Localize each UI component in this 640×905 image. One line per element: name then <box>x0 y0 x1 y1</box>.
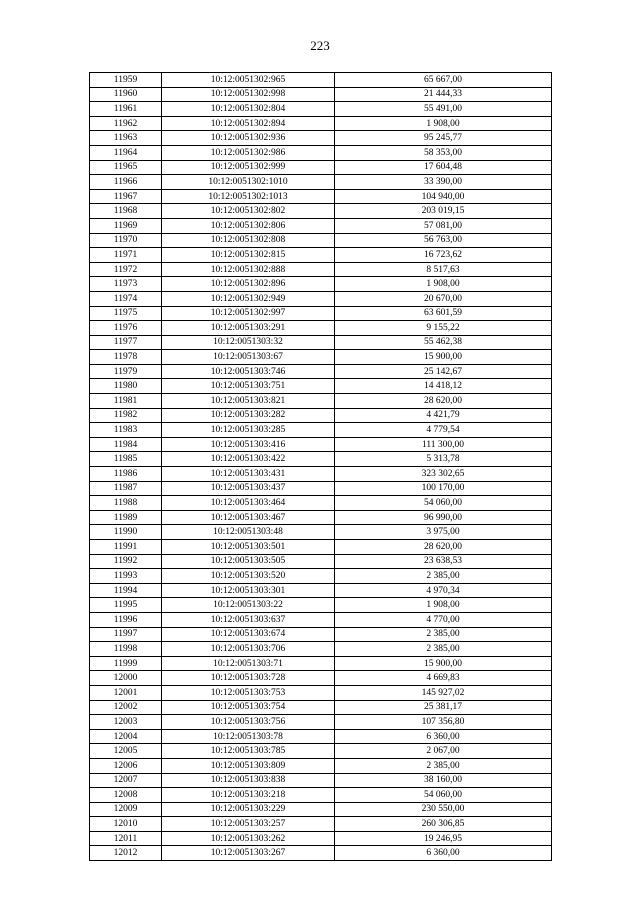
table-row <box>90 729 552 744</box>
cadastral-number-cell: 10:12:0051303:728 <box>162 671 335 686</box>
value-cell: 19 246,95 <box>335 831 552 846</box>
cadastral-number-cell: 10:12:0051303:674 <box>162 627 335 642</box>
row-number-cell: 12012 <box>90 846 162 861</box>
value-cell: 8 517,63 <box>335 262 552 277</box>
cadastral-number-cell: 10:12:0051303:218 <box>162 788 335 803</box>
value-cell: 65 667,00 <box>335 73 552 88</box>
value-cell: 25 381,17 <box>335 700 552 715</box>
table-row <box>90 831 552 846</box>
cadastral-number-cell: 10:12:0051303:753 <box>162 685 335 700</box>
cadastral-number-cell: 10:12:0051303:285 <box>162 423 335 438</box>
row-number-cell: 11959 <box>90 73 162 88</box>
data-table <box>89 72 552 861</box>
value-cell: 28 620,00 <box>335 394 552 409</box>
table-row <box>90 598 552 613</box>
cadastral-number-cell: 10:12:0051303:229 <box>162 802 335 817</box>
value-cell: 58 353,00 <box>335 145 552 160</box>
row-number-cell: 11976 <box>90 321 162 336</box>
row-number-cell: 11974 <box>90 291 162 306</box>
row-number-cell: 11979 <box>90 364 162 379</box>
row-number-cell: 11986 <box>90 467 162 482</box>
row-number-cell: 11984 <box>90 437 162 452</box>
row-number-cell: 11965 <box>90 160 162 175</box>
cadastral-number-cell: 10:12:0051302:936 <box>162 131 335 146</box>
table-row <box>90 379 552 394</box>
cadastral-number-cell: 10:12:0051303:71 <box>162 656 335 671</box>
value-cell: 33 390,00 <box>335 175 552 190</box>
table-row <box>90 73 552 88</box>
cadastral-number-cell: 10:12:0051303:505 <box>162 554 335 569</box>
table-row <box>90 802 552 817</box>
row-number-cell: 11975 <box>90 306 162 321</box>
cadastral-number-cell: 10:12:0051302:1010 <box>162 175 335 190</box>
value-cell: 4 779,54 <box>335 423 552 438</box>
value-cell: 20 670,00 <box>335 291 552 306</box>
cadastral-number-cell: 10:12:0051303:32 <box>162 335 335 350</box>
table-row <box>90 510 552 525</box>
row-number-cell: 12006 <box>90 758 162 773</box>
table-row <box>90 656 552 671</box>
value-cell: 54 060,00 <box>335 788 552 803</box>
table-row <box>90 277 552 292</box>
value-cell: 104 940,00 <box>335 189 552 204</box>
cadastral-number-cell: 10:12:0051303:746 <box>162 364 335 379</box>
row-number-cell: 11985 <box>90 452 162 467</box>
table-row <box>90 496 552 511</box>
cadastral-number-cell: 10:12:0051303:422 <box>162 452 335 467</box>
cadastral-number-cell: 10:12:0051302:815 <box>162 248 335 263</box>
cadastral-number-cell: 10:12:0051303:291 <box>162 321 335 336</box>
table-row <box>90 569 552 584</box>
value-cell: 2 385,00 <box>335 627 552 642</box>
table-row <box>90 525 552 540</box>
table-row <box>90 131 552 146</box>
value-cell: 4 669,83 <box>335 671 552 686</box>
cadastral-number-cell: 10:12:0051302:896 <box>162 277 335 292</box>
value-cell: 56 763,00 <box>335 233 552 248</box>
table-row <box>90 116 552 131</box>
cadastral-number-cell: 10:12:0051303:78 <box>162 729 335 744</box>
value-cell: 230 550,00 <box>335 802 552 817</box>
cadastral-number-cell: 10:12:0051303:67 <box>162 350 335 365</box>
cadastral-number-cell: 10:12:0051303:821 <box>162 394 335 409</box>
row-number-cell: 11987 <box>90 481 162 496</box>
table-row <box>90 145 552 160</box>
table-row <box>90 218 552 233</box>
row-number-cell: 12009 <box>90 802 162 817</box>
row-number-cell: 11964 <box>90 145 162 160</box>
value-cell: 4 421,79 <box>335 408 552 423</box>
row-number-cell: 11989 <box>90 510 162 525</box>
cadastral-number-cell: 10:12:0051303:785 <box>162 744 335 759</box>
value-cell: 38 160,00 <box>335 773 552 788</box>
value-cell: 2 385,00 <box>335 642 552 657</box>
table-row <box>90 291 552 306</box>
cadastral-number-cell: 10:12:0051303:22 <box>162 598 335 613</box>
cadastral-number-cell: 10:12:0051303:838 <box>162 773 335 788</box>
table-row <box>90 233 552 248</box>
cadastral-number-cell: 10:12:0051303:257 <box>162 817 335 832</box>
value-cell: 323 302,65 <box>335 467 552 482</box>
value-cell: 6 360,00 <box>335 846 552 861</box>
table-row <box>90 408 552 423</box>
row-number-cell: 11992 <box>90 554 162 569</box>
row-number-cell: 12001 <box>90 685 162 700</box>
value-cell: 3 975,00 <box>335 525 552 540</box>
cadastral-number-cell: 10:12:0051303:437 <box>162 481 335 496</box>
table-row <box>90 423 552 438</box>
row-number-cell: 12002 <box>90 700 162 715</box>
row-number-cell: 11978 <box>90 350 162 365</box>
value-cell: 145 927,02 <box>335 685 552 700</box>
cadastral-number-cell: 10:12:0051303:301 <box>162 583 335 598</box>
table-row <box>90 685 552 700</box>
value-cell: 14 418,12 <box>335 379 552 394</box>
cadastral-number-cell: 10:12:0051302:986 <box>162 145 335 160</box>
value-cell: 107 356,80 <box>335 715 552 730</box>
table-row <box>90 350 552 365</box>
value-cell: 55 491,00 <box>335 102 552 117</box>
row-number-cell: 11967 <box>90 189 162 204</box>
value-cell: 111 300,00 <box>335 437 552 452</box>
row-number-cell: 12005 <box>90 744 162 759</box>
row-number-cell: 11988 <box>90 496 162 511</box>
value-cell: 2 385,00 <box>335 569 552 584</box>
cadastral-number-cell: 10:12:0051302:997 <box>162 306 335 321</box>
cadastral-number-cell: 10:12:0051303:756 <box>162 715 335 730</box>
cadastral-number-cell: 10:12:0051302:1013 <box>162 189 335 204</box>
row-number-cell: 11996 <box>90 612 162 627</box>
row-number-cell: 12004 <box>90 729 162 744</box>
row-number-cell: 11997 <box>90 627 162 642</box>
table-row <box>90 189 552 204</box>
cadastral-number-cell: 10:12:0051303:282 <box>162 408 335 423</box>
table-row <box>90 773 552 788</box>
value-cell: 4 770,00 <box>335 612 552 627</box>
row-number-cell: 11999 <box>90 656 162 671</box>
row-number-cell: 12008 <box>90 788 162 803</box>
row-number-cell: 11982 <box>90 408 162 423</box>
row-number-cell: 11960 <box>90 87 162 102</box>
row-number-cell: 11980 <box>90 379 162 394</box>
table-row <box>90 715 552 730</box>
cadastral-number-cell: 10:12:0051303:467 <box>162 510 335 525</box>
value-cell: 57 081,00 <box>335 218 552 233</box>
table-row <box>90 335 552 350</box>
row-number-cell: 11995 <box>90 598 162 613</box>
value-cell: 25 142,67 <box>335 364 552 379</box>
row-number-cell: 12011 <box>90 831 162 846</box>
table-row <box>90 671 552 686</box>
value-cell: 260 306,85 <box>335 817 552 832</box>
table-row <box>90 846 552 861</box>
row-number-cell: 11971 <box>90 248 162 263</box>
row-number-cell: 11993 <box>90 569 162 584</box>
cadastral-number-cell: 10:12:0051303:751 <box>162 379 335 394</box>
table-row <box>90 248 552 263</box>
cadastral-number-cell: 10:12:0051303:431 <box>162 467 335 482</box>
cadastral-number-cell: 10:12:0051302:965 <box>162 73 335 88</box>
row-number-cell: 11990 <box>90 525 162 540</box>
row-number-cell: 11970 <box>90 233 162 248</box>
table-row <box>90 306 552 321</box>
value-cell: 23 638,53 <box>335 554 552 569</box>
row-number-cell: 11998 <box>90 642 162 657</box>
cadastral-number-cell: 10:12:0051302:804 <box>162 102 335 117</box>
cadastral-number-cell: 10:12:0051302:808 <box>162 233 335 248</box>
value-cell: 100 170,00 <box>335 481 552 496</box>
table-row <box>90 394 552 409</box>
value-cell: 1 908,00 <box>335 598 552 613</box>
table-row <box>90 364 552 379</box>
row-number-cell: 12007 <box>90 773 162 788</box>
value-cell: 21 444,33 <box>335 87 552 102</box>
table-row <box>90 102 552 117</box>
cadastral-number-cell: 10:12:0051302:998 <box>162 87 335 102</box>
table-row <box>90 788 552 803</box>
table-row <box>90 612 552 627</box>
table-row <box>90 467 552 482</box>
row-number-cell: 11968 <box>90 204 162 219</box>
value-cell: 63 601,59 <box>335 306 552 321</box>
table-row <box>90 87 552 102</box>
row-number-cell: 11981 <box>90 394 162 409</box>
cadastral-number-cell: 10:12:0051302:949 <box>162 291 335 306</box>
page-number: 223 <box>310 38 330 53</box>
value-cell: 2 067,00 <box>335 744 552 759</box>
cadastral-number-cell: 10:12:0051303:809 <box>162 758 335 773</box>
row-number-cell: 11983 <box>90 423 162 438</box>
table-row <box>90 817 552 832</box>
row-number-cell: 11962 <box>90 116 162 131</box>
cadastral-number-cell: 10:12:0051302:802 <box>162 204 335 219</box>
row-number-cell: 11977 <box>90 335 162 350</box>
row-number-cell: 11963 <box>90 131 162 146</box>
cadastral-number-cell: 10:12:0051303:520 <box>162 569 335 584</box>
cadastral-number-cell: 10:12:0051303:262 <box>162 831 335 846</box>
value-cell: 2 385,00 <box>335 758 552 773</box>
value-cell: 9 155,22 <box>335 321 552 336</box>
value-cell: 17 604,48 <box>335 160 552 175</box>
table-row <box>90 452 552 467</box>
value-cell: 5 313,78 <box>335 452 552 467</box>
row-number-cell: 11994 <box>90 583 162 598</box>
table-body <box>90 73 552 861</box>
cadastral-number-cell: 10:12:0051303:501 <box>162 540 335 555</box>
value-cell: 96 990,00 <box>335 510 552 525</box>
table-row <box>90 583 552 598</box>
value-cell: 4 970,34 <box>335 583 552 598</box>
cadastral-number-cell: 10:12:0051303:48 <box>162 525 335 540</box>
value-cell: 203 019,15 <box>335 204 552 219</box>
cadastral-number-cell: 10:12:0051302:888 <box>162 262 335 277</box>
value-cell: 15 900,00 <box>335 350 552 365</box>
table-row <box>90 554 552 569</box>
value-cell: 28 620,00 <box>335 540 552 555</box>
value-cell: 1 908,00 <box>335 277 552 292</box>
table-row <box>90 642 552 657</box>
value-cell: 55 462,38 <box>335 335 552 350</box>
cadastral-number-cell: 10:12:0051303:464 <box>162 496 335 511</box>
table-row <box>90 627 552 642</box>
value-cell: 54 060,00 <box>335 496 552 511</box>
row-number-cell: 12010 <box>90 817 162 832</box>
table-row <box>90 204 552 219</box>
table-row <box>90 262 552 277</box>
table-row <box>90 744 552 759</box>
row-number-cell: 12000 <box>90 671 162 686</box>
table-row <box>90 540 552 555</box>
row-number-cell: 11966 <box>90 175 162 190</box>
row-number-cell: 11961 <box>90 102 162 117</box>
table-row <box>90 175 552 190</box>
cadastral-number-cell: 10:12:0051302:894 <box>162 116 335 131</box>
cadastral-number-cell: 10:12:0051303:416 <box>162 437 335 452</box>
table-row <box>90 160 552 175</box>
cadastral-number-cell: 10:12:0051302:806 <box>162 218 335 233</box>
cadastral-number-cell: 10:12:0051303:706 <box>162 642 335 657</box>
table-row <box>90 700 552 715</box>
row-number-cell: 12003 <box>90 715 162 730</box>
value-cell: 15 900,00 <box>335 656 552 671</box>
cadastral-number-cell: 10:12:0051303:637 <box>162 612 335 627</box>
row-number-cell: 11969 <box>90 218 162 233</box>
row-number-cell: 11972 <box>90 262 162 277</box>
value-cell: 16 723,62 <box>335 248 552 263</box>
table-row <box>90 481 552 496</box>
table-row <box>90 321 552 336</box>
row-number-cell: 11991 <box>90 540 162 555</box>
cadastral-number-cell: 10:12:0051303:754 <box>162 700 335 715</box>
cadastral-number-cell: 10:12:0051303:267 <box>162 846 335 861</box>
cadastral-number-cell: 10:12:0051302:999 <box>162 160 335 175</box>
row-number-cell: 11973 <box>90 277 162 292</box>
value-cell: 1 908,00 <box>335 116 552 131</box>
table-row <box>90 437 552 452</box>
value-cell: 6 360,00 <box>335 729 552 744</box>
table-row <box>90 758 552 773</box>
value-cell: 95 245,77 <box>335 131 552 146</box>
